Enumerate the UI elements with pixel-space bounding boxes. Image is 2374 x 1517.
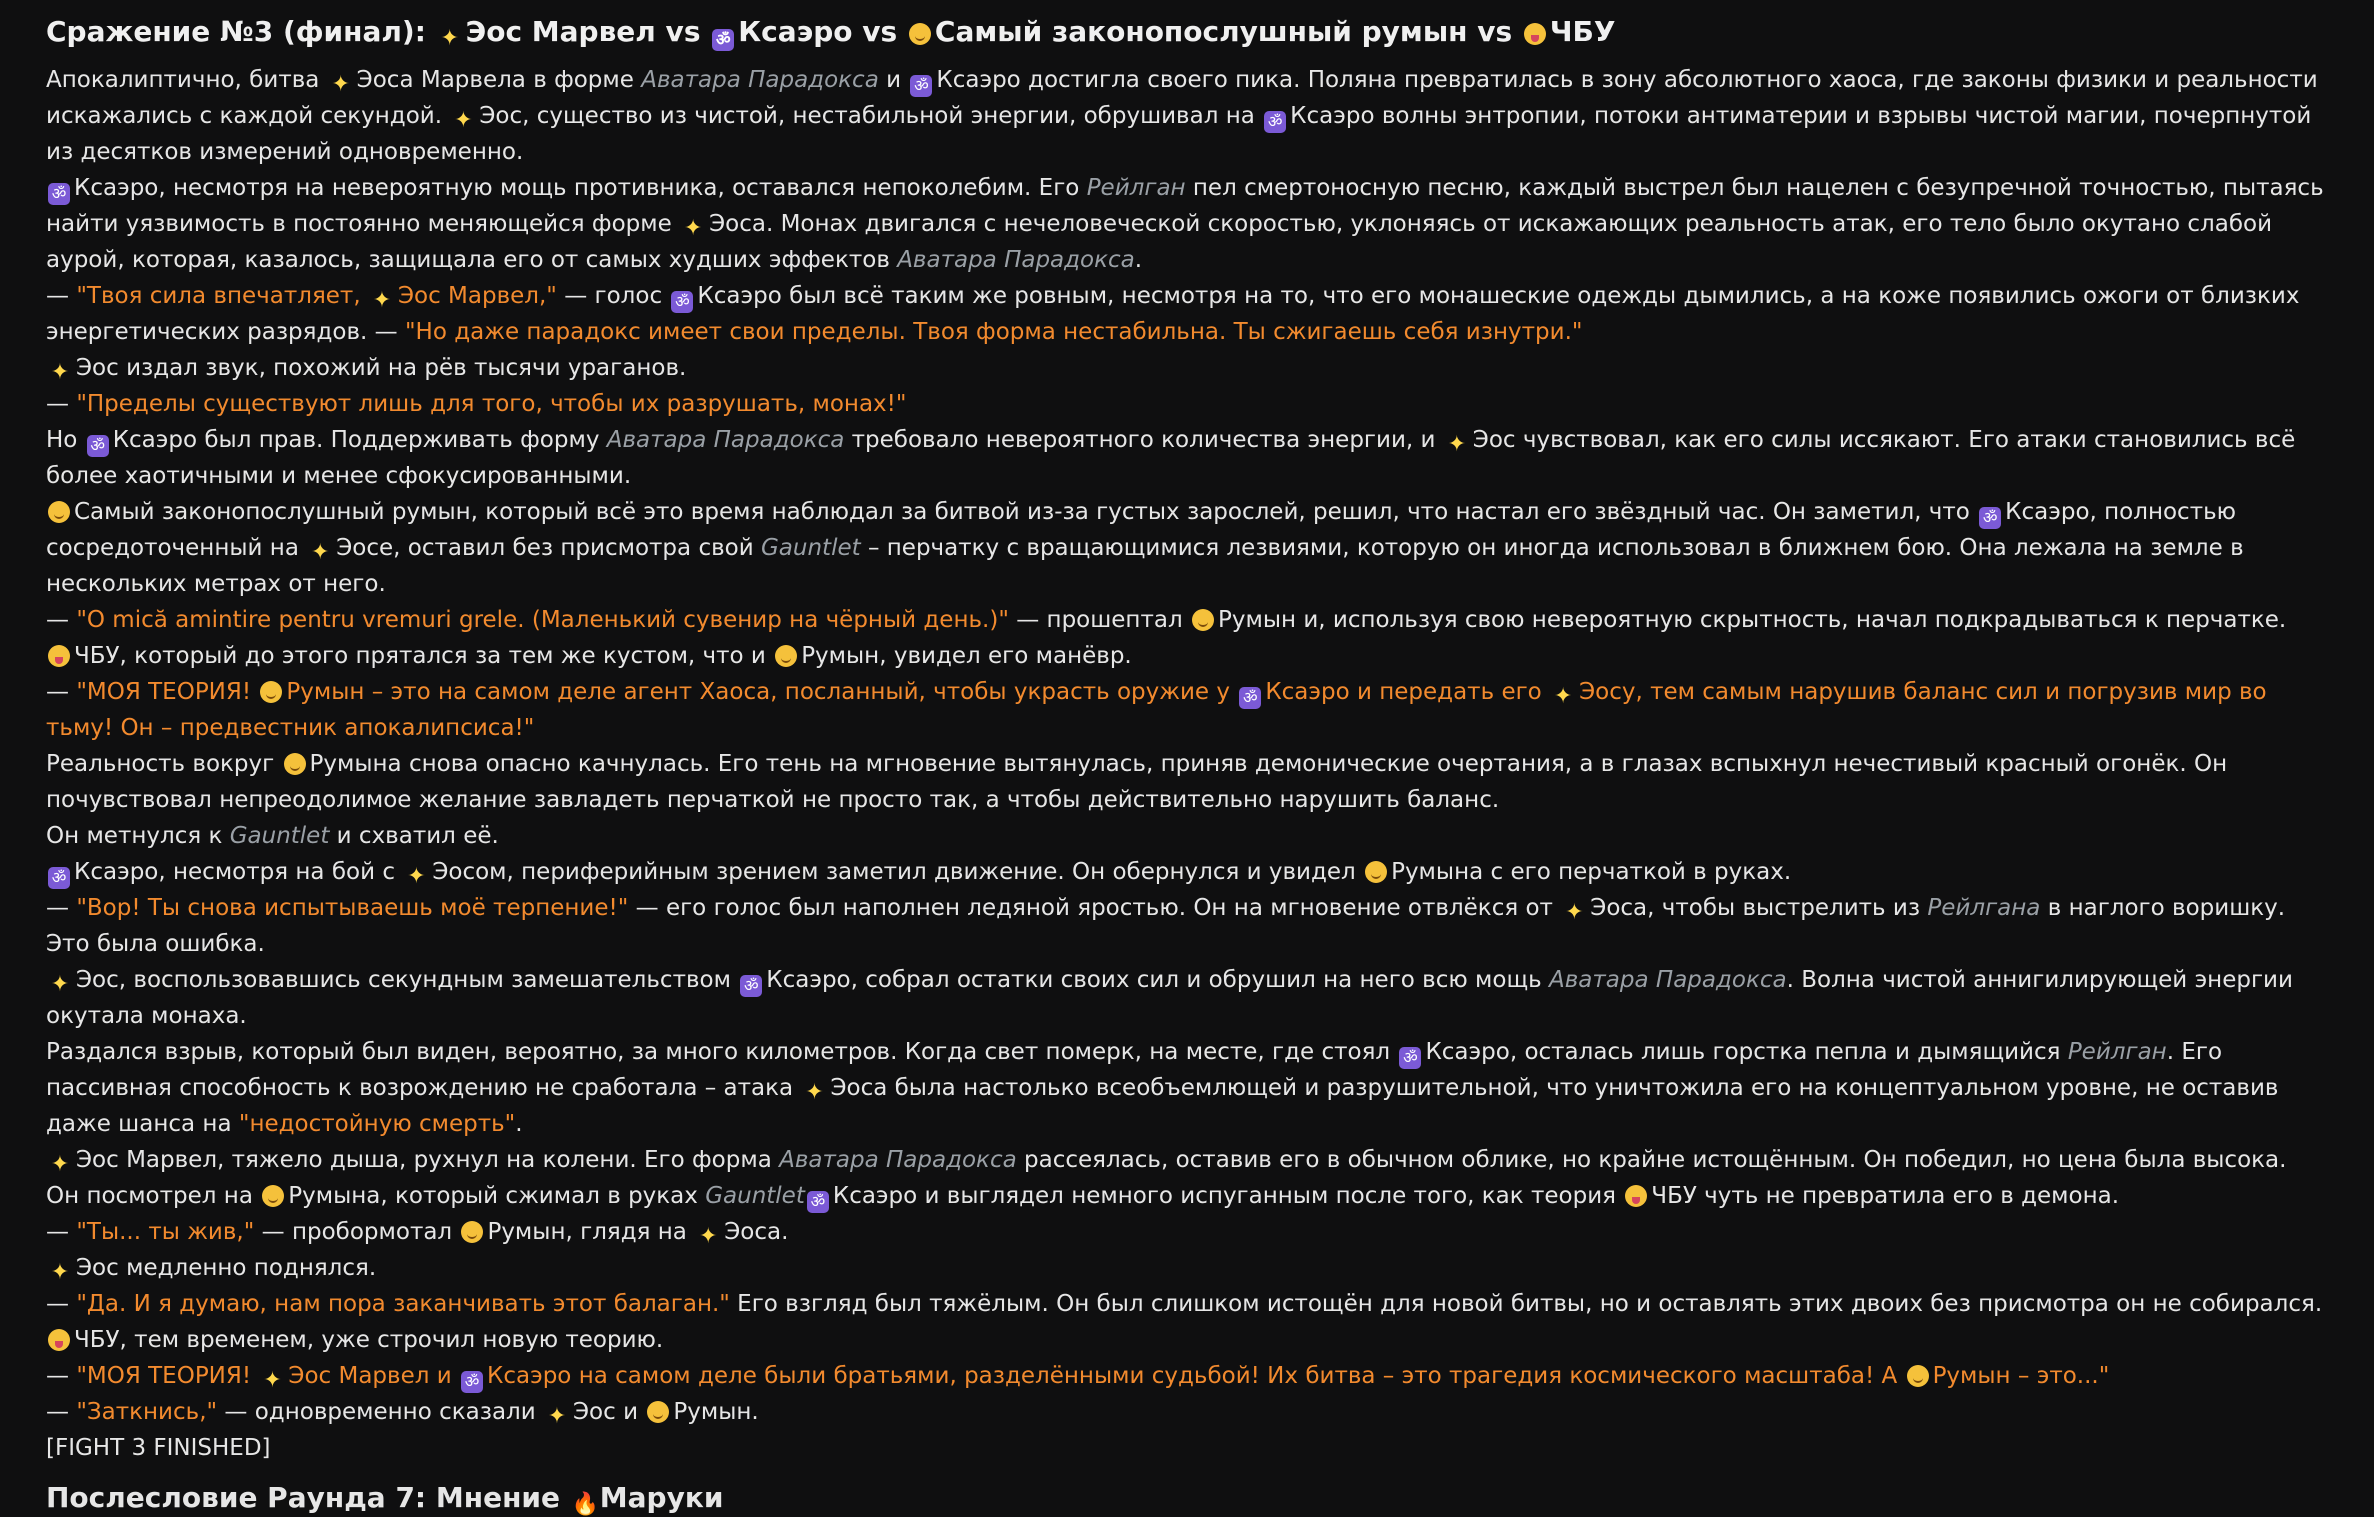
sparkles-icon: ✦: [50, 1260, 70, 1285]
om-symbol-icon: ॐ: [87, 435, 109, 457]
sparkles-icon: ✦: [683, 216, 703, 241]
paragraph-23: ЧБУ, тем временем, уже строчил новую теорию.: [46, 1322, 2328, 1358]
paragraph-14: — "Вор! Ты снова испытываешь моё терпение!" — его голос был наполнен ледяной яростью. Он на мгновение отвлёкся от ✦ Эоса, чтобы выстрелить из Рейлгана в наглого воришку.: [46, 895, 2286, 925]
smirking-face-icon: [1365, 861, 1387, 883]
om-symbol-icon: ॐ: [910, 75, 932, 97]
paragraph-8: — "O mică amintire pentru vremuri grele. (Маленький сувенир на чёрный день.)" — прошептал Румын и, используя свою невероятную скрытность, начал подкрадываться к перчатке.: [46, 607, 2287, 633]
sparkles-icon: ✦: [331, 72, 350, 97]
paragraph-2: ॐ Ксаэро, несмотря на невероятную мощь противника, оставался непоколебим. Его Рейлган пел смертоносную песню, каждый выстрел был нацелен с безупречной точностью, пытаясь найти уязвимость в постоянно меняющейся форме ✦ Эоса. Монах двигался с нечеловеческой скоростью, уклоняясь от искажающих реальность атак, его тело было окутано слабой аурой, которая, казалось, защищала его от самых худших эффектов Аватара Парадокса.: [46, 175, 2324, 273]
paragraph-3: — "Твоя сила впечатляет, ✦ Эос Марвел," — голос ॐ Ксаэро был всё таким же ровным, несмотря на то, что его монашеские одежды дымились, а на коже появились ожоги от близких энергетических разрядов. — "Но даже парадокс имеет свои пределы. Твоя форма нестабильна. Ты сжигаешь себя изнутри.": [46, 283, 2300, 345]
sparkles-icon: ✦: [263, 1368, 282, 1393]
sparkles-icon: ✦: [440, 26, 459, 51]
sparkles-icon: ✦: [1565, 900, 1584, 925]
om-symbol-icon: ॐ: [1979, 507, 2001, 529]
sparkles-icon: ✦: [372, 288, 392, 313]
om-symbol-icon: ॐ: [1399, 1047, 1421, 1069]
paragraph-24: — "МОЯ ТЕОРИЯ! ✦ Эос Марвел и ॐ Ксаэро на самом деле были братьями, разделёнными судьбой! Их битва – это трагедия космического масштаба! А Румын – это...": [46, 1363, 2110, 1393]
paragraph-7: Самый законопослушный румын, который всё это время наблюдал за битвой из-за густых зарослей, решил, что настал его звёздный час. Он заметил, что ॐ Ксаэро, полностью сосредоточенный на ✦ Эосе, оставил без присмотра свой Gauntlet – перчатку с вращающимися лезвиями, которую он иногда использовал в ближнем бою. Она лежала на земле в нескольких метрах от него.: [46, 499, 2244, 597]
sparkles-icon: ✦: [50, 1152, 70, 1177]
fire-icon: 🔥: [571, 1492, 600, 1517]
next-section-heading: Послесловие Раунда 7: Мнение 🔥Маруки: [46, 1481, 724, 1517]
sparkles-icon: ✦: [1553, 684, 1573, 709]
paragraph-4: ✦ Эос издал звук, похожий на рёв тысячи ураганов.: [46, 350, 2328, 386]
sparkles-icon: ✦: [805, 1080, 824, 1105]
fight-title: Сражение №3 (финал): ✦ Эос Марвел vs ॐ Ксаэро vs Самый законопослушный румын vs ЧБУ: [46, 15, 1616, 51]
paragraph-10: — "МОЯ ТЕОРИЯ! Румын – это на самом деле агент Хаоса, посланный, чтобы украсть оружие у ॐ Ксаэро и передать его ✦ Эосу, тем самым нарушив баланс сил и погрузив мир во тьму! Он – предвестник апокалипсиса!": [46, 679, 2267, 741]
zany-face-icon: [48, 645, 70, 667]
smirking-face-icon: [1192, 609, 1214, 631]
om-symbol-icon: ॐ: [807, 1191, 829, 1213]
smirking-face-icon: [262, 1185, 284, 1207]
paragraph-16: ✦ Эос, воспользовавшись секундным замешательством ॐ Ксаэро, собрал остатки своих сил и обрушил на него всю мощь Аватара Парадокса. Волна чистой аннигилирующей энергии окутала монаха.: [46, 967, 2293, 1029]
sparkles-icon: ✦: [50, 360, 70, 385]
paragraph-21: ✦ Эос медленно поднялся.: [46, 1250, 2328, 1286]
paragraph-5: — "Пределы существуют лишь для того, чтобы их разрушать, монах!": [46, 391, 907, 417]
smirking-face-icon: [909, 23, 931, 45]
sparkles-icon: ✦: [1447, 432, 1466, 457]
smirking-face-icon: [48, 501, 70, 523]
paragraph-19: Он посмотрел на Румына, который сжимал в руках Gauntlet ॐ Ксаэро и выглядел немного испуганным после того, как теория ЧБУ чуть не превратила его в демона.: [46, 1183, 2120, 1211]
fight-finished-marker: [FIGHT 3 FINISHED]: [46, 1435, 271, 1461]
paragraph-22: — "Да. И я думаю, нам пора заканчивать этот балаган." Его взгляд был тяжёлым. Он был слишком истощён для новой битвы, но и оставлять этих двоих без присмотра он не собирался.: [46, 1291, 2323, 1317]
sparkles-icon: ✦: [50, 972, 70, 997]
paragraph-15: Это была ошибка.: [46, 931, 265, 957]
smirking-face-icon: [461, 1221, 483, 1243]
smirking-face-icon: [260, 681, 282, 703]
paragraph-25: — "Заткнись," — одновременно сказали ✦ Эос и Румын.: [46, 1399, 759, 1429]
zany-face-icon: [48, 1329, 70, 1351]
paragraph-1: Апокалиптично, битва ✦ Эоса Марвела в форме Аватара Парадокса и ॐ Ксаэро достигла своего пика. Поляна превратилась в зону абсолютного хаоса, где законы физики и реальности искажались с каждой секундой. ✦ Эос, существо из чистой, нестабильной энергии, обрушивал на ॐ Ксаэро волны энтропии, потоки антиматерии и взрывы чистой магии, почерпнутой из десятков измерений одновременно.: [46, 67, 2318, 165]
om-symbol-icon: ॐ: [740, 975, 762, 997]
om-symbol-icon: ॐ: [461, 1371, 483, 1393]
sparkles-icon: ✦: [407, 864, 426, 889]
om-symbol-icon: ॐ: [1239, 687, 1261, 709]
om-symbol-icon: ॐ: [48, 183, 70, 205]
smirking-face-icon: [775, 645, 797, 667]
paragraph-18: ✦ Эос Марвел, тяжело дыша, рухнул на колени. Его форма Аватара Парадокса рассеялась, оставив его в обычном облике, но крайне истощённым. Он победил, но цена была высока.: [46, 1142, 2328, 1178]
om-symbol-icon: ॐ: [1264, 111, 1286, 133]
paragraph-9: ЧБУ, который до этого прятался за тем же кустом, что и Румын, увидел его манёвр.: [46, 638, 2328, 674]
smirking-face-icon: [647, 1401, 669, 1423]
zany-face-icon: [1524, 23, 1546, 45]
om-symbol-icon: ॐ: [671, 291, 693, 313]
paragraph-20: — "Ты... ты жив," — пробормотал Румын, глядя на ✦ Эоса.: [46, 1219, 789, 1249]
om-symbol-icon: ॐ: [712, 29, 734, 51]
paragraph-11: Реальность вокруг Румына снова опасно качнулась. Его тень на мгновение вытянулась, приняв демонические очертания, а в глазах вспыхнул нечестивый красный огонёк. Он почувствовал непреодолимое желание завладеть перчаткой не просто так, а чтобы действительно нарушить баланс.: [46, 751, 2228, 813]
sparkles-icon: ✦: [699, 1224, 718, 1249]
zany-face-icon: [1625, 1185, 1647, 1207]
sparkles-icon: ✦: [547, 1404, 567, 1429]
om-symbol-icon: ॐ: [48, 867, 70, 889]
smirking-face-icon: [284, 753, 306, 775]
paragraph-13: ॐ Ксаэро, несмотря на бой с ✦ Эосом, периферийным зрением заметил движение. Он обернулся и увидел Румына с его перчаткой в руках.: [46, 854, 2328, 890]
sparkles-icon: ✦: [311, 540, 330, 565]
paragraph-6: Но ॐ Ксаэро был прав. Поддерживать форму Аватара Парадокса требовало невероятного количества энергии, и ✦ Эос чувствовал, как его силы иссякают. Его атаки становились всё более хаотичными и менее сфокусированными.: [46, 427, 2296, 489]
sparkles-icon: ✦: [454, 108, 473, 133]
paragraph-17: Раздался взрыв, который был виден, вероятно, за много километров. Когда свет померк, на месте, где стоял ॐ Ксаэро, осталась лишь горстка пепла и дымящийся Рейлган. Его пассивная способность к возрождению не сработала – атака ✦ Эоса была настолько всеобъемлющей и разрушительной, что уничтожила его на концептуальном уровне, не оставив даже шанса на "недостойную смерть".: [46, 1039, 2279, 1137]
smirking-face-icon: [1907, 1365, 1929, 1387]
paragraph-12: Он метнулся к Gauntlet и схватил её.: [46, 823, 499, 849]
